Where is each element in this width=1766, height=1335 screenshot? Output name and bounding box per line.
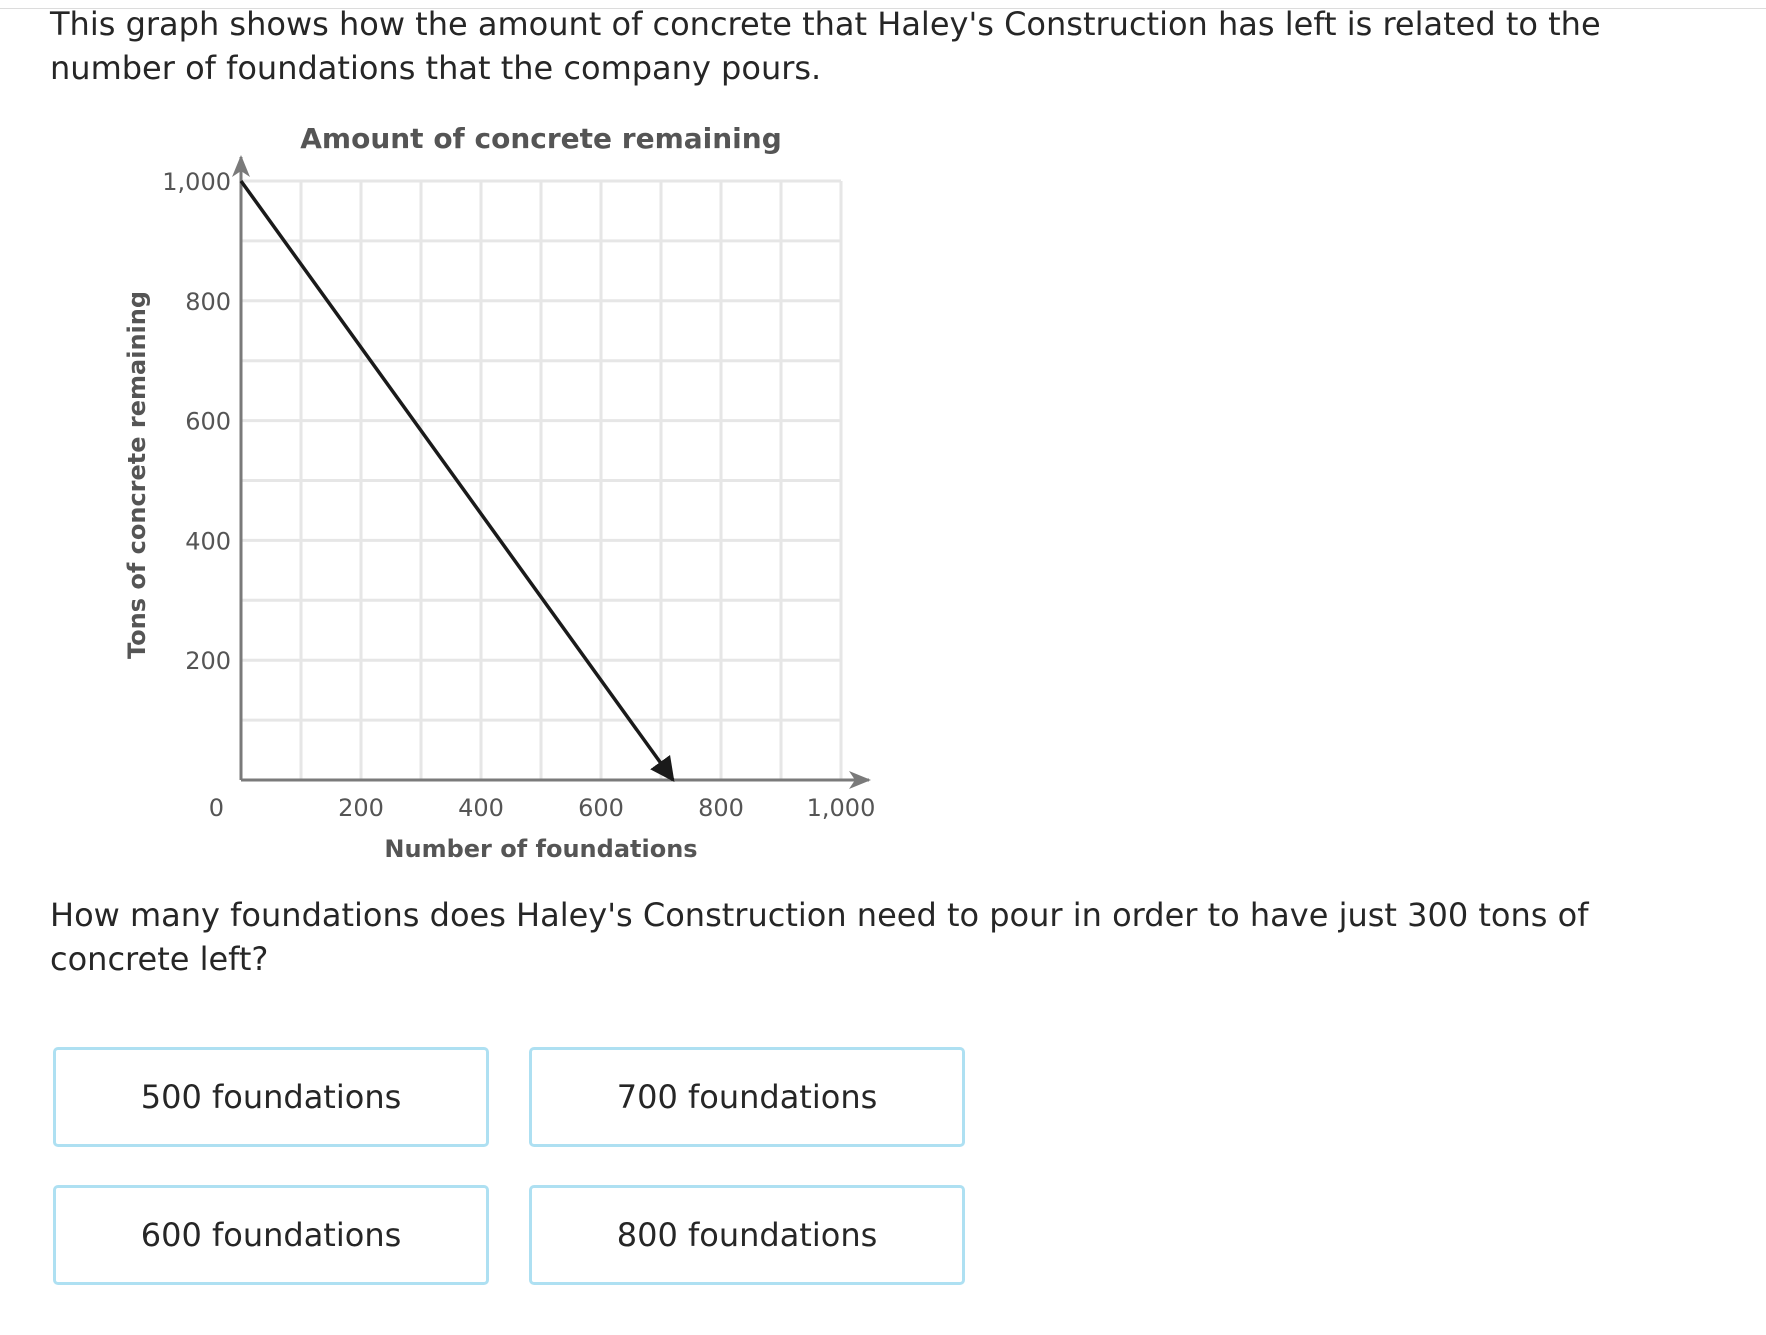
y-tick-label: 800	[185, 287, 231, 316]
x-tick-label: 800	[698, 794, 744, 822]
x-tick-label: 400	[458, 794, 504, 822]
x-axis-title: Number of foundations	[384, 835, 698, 863]
answer-choice-600[interactable]: 600 foundations	[53, 1185, 489, 1285]
y-tick-label: 400	[185, 527, 231, 556]
x-tick-label: 1,000	[806, 794, 876, 822]
x-tick-label: 0	[208, 794, 224, 822]
y-axis-title: Tons of concrete remaining	[123, 290, 151, 660]
intro-text: This graph shows how the amount of concrete that Haley's Construction has left is related to the number of foundations that the company pours.	[50, 5, 1601, 87]
y-tick-label: 1,000	[162, 168, 231, 196]
question-text: How many foundations does Haley's Construction need to pour in order to have just 300 tons of concrete left?	[50, 896, 1589, 978]
y-tick-label: 200	[185, 647, 231, 676]
x-tick-label: 600	[578, 794, 624, 822]
answer-choice-700[interactable]: 700 foundations	[529, 1047, 965, 1147]
answer-choice-500[interactable]: 500 foundations	[53, 1047, 489, 1147]
chart-title: Amount of concrete remaining	[300, 122, 782, 155]
y-tick-label: 600	[185, 407, 231, 436]
x-tick-label: 200	[338, 794, 384, 822]
answer-choice-800[interactable]: 800 foundations	[529, 1185, 965, 1285]
